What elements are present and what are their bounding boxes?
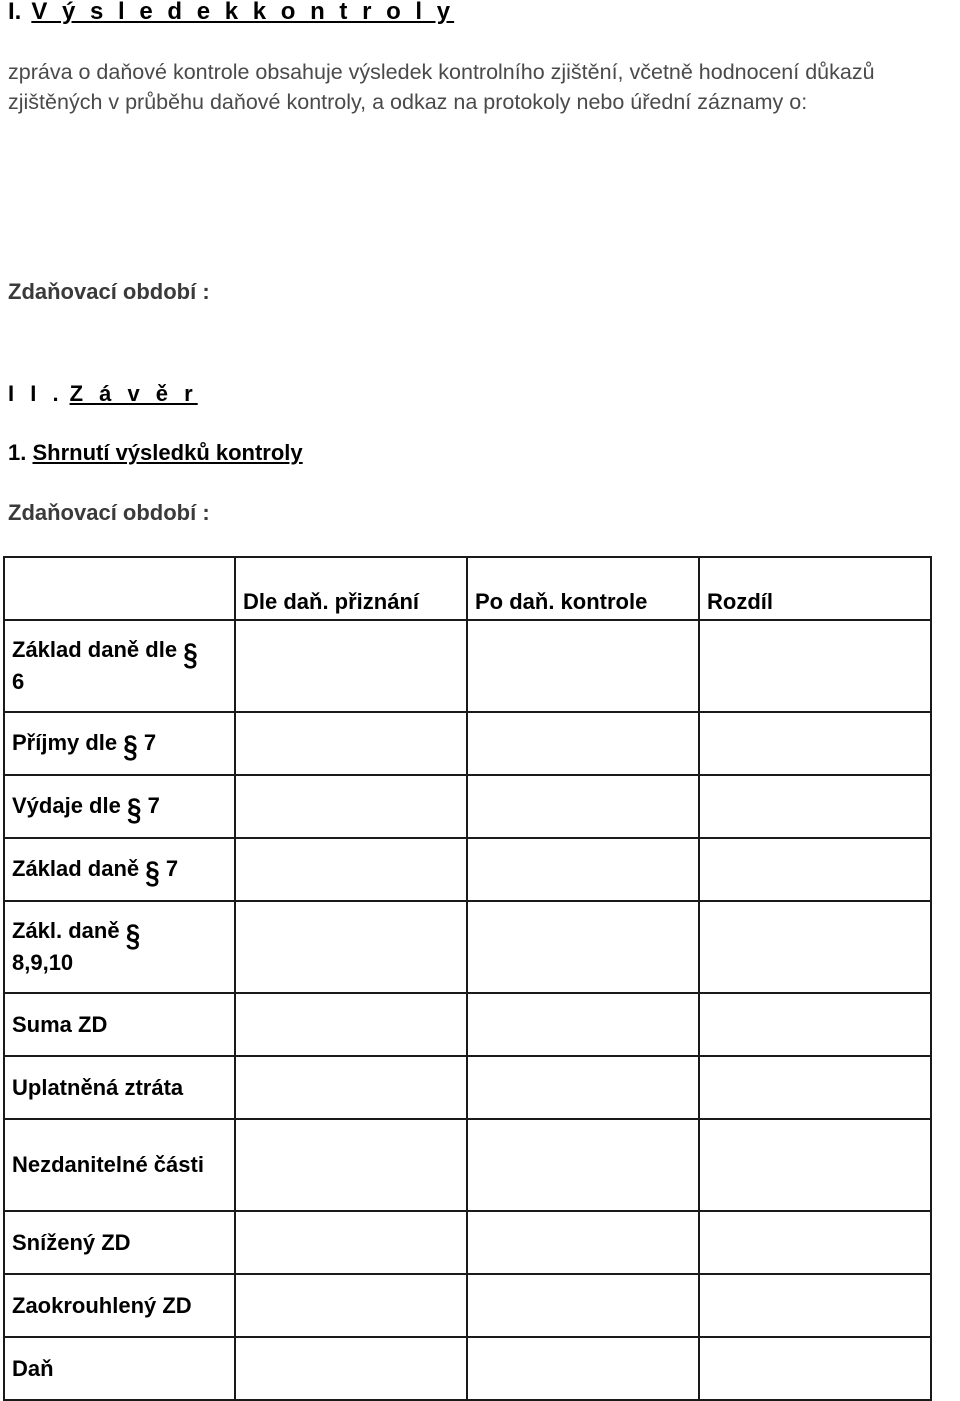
table-cell[interactable]: [467, 1211, 699, 1274]
table-cell[interactable]: [699, 775, 931, 838]
tax-period-label: Zdaňovací období :: [8, 279, 210, 304]
section-heading-result: [8, 0, 454, 27]
table-cell[interactable]: [467, 620, 699, 712]
table-cell[interactable]: [235, 1274, 467, 1337]
table-row: [4, 1274, 931, 1337]
table-row: [4, 712, 931, 775]
table-cell[interactable]: [235, 1119, 467, 1211]
table-cell[interactable]: [235, 712, 467, 775]
column-header: Rozdíl: [699, 557, 931, 620]
section-sign: §: [125, 916, 141, 953]
table-cell[interactable]: [467, 1119, 699, 1211]
section-heading-conclusion: [8, 380, 198, 408]
section-sign: §: [123, 728, 138, 765]
subsection-title: Shrnutí výsledků kontroly: [32, 440, 303, 465]
table-cell[interactable]: [235, 901, 467, 993]
table-cell[interactable]: [235, 620, 467, 712]
table-cell[interactable]: [235, 993, 467, 1056]
table-cell[interactable]: [699, 901, 931, 993]
table-header-row: [4, 557, 931, 620]
table-cell[interactable]: [467, 712, 699, 775]
table-cell[interactable]: [467, 1337, 699, 1400]
table-cell[interactable]: [699, 1211, 931, 1274]
row-label: Příjmy dle § 7: [4, 712, 235, 775]
section-title: Z á v ě r: [69, 381, 198, 406]
table-row: [4, 838, 931, 901]
row-label: Nezdanitelné části: [4, 1119, 235, 1211]
table-cell[interactable]: [467, 901, 699, 993]
table-cell[interactable]: [467, 1274, 699, 1337]
table-cell[interactable]: [699, 1056, 931, 1119]
intro-paragraph: zpráva o daňové kontrole obsahuje výsledek kontrolního zjištění, včetně hodnocení důkazů zjištěných v průběhu daňové kontroly, a odkaz na protokoly nebo úřední záznamy o:: [8, 60, 875, 114]
tax-period-label: Zdaňovací období :: [8, 500, 210, 525]
table-row: [4, 1119, 931, 1211]
table-row: [4, 993, 931, 1056]
table-cell[interactable]: [467, 838, 699, 901]
row-label: Suma ZD: [4, 993, 235, 1056]
table-cell[interactable]: [235, 838, 467, 901]
table-cell[interactable]: [699, 993, 931, 1056]
row-label: Výdaje dle § 7: [4, 775, 235, 838]
summary-table: [3, 556, 932, 1401]
row-label: Základ daně § 7: [4, 838, 235, 901]
table-row: [4, 1337, 931, 1400]
table-cell[interactable]: [467, 1056, 699, 1119]
table-cell[interactable]: [699, 838, 931, 901]
table-cell[interactable]: [699, 712, 931, 775]
section-sign: §: [145, 854, 160, 891]
table-cell[interactable]: [235, 775, 467, 838]
section-sign: §: [126, 791, 142, 828]
section-sign: §: [183, 635, 198, 672]
section-title: V ý s l e d e k k o n t r o l y: [31, 0, 455, 25]
subsection-number: 1.: [8, 440, 27, 465]
table-corner-cell: [4, 557, 235, 620]
column-header: Po daň. kontrole: [467, 557, 699, 620]
table-cell[interactable]: [699, 1337, 931, 1400]
table-cell[interactable]: [235, 1056, 467, 1119]
section-number: I I .: [8, 381, 64, 406]
row-label: Daň: [4, 1337, 235, 1400]
table-cell[interactable]: [699, 620, 931, 712]
row-label: Uplatněná ztráta: [4, 1056, 235, 1119]
table-row: [4, 901, 931, 993]
table-cell[interactable]: [699, 1274, 931, 1337]
row-label: Zaokrouhlený ZD: [4, 1274, 235, 1337]
column-header: Dle daň. přiznání: [235, 557, 467, 620]
table-row: [4, 620, 931, 712]
subsection-heading: [8, 439, 303, 467]
table-row: [4, 1211, 931, 1274]
table-cell[interactable]: [467, 775, 699, 838]
row-label: Základ daně dle § 6: [4, 620, 235, 712]
table-row: [4, 1056, 931, 1119]
table-cell[interactable]: [235, 1211, 467, 1274]
row-label: Snížený ZD: [4, 1211, 235, 1274]
section-number: I.: [8, 0, 22, 25]
table-cell[interactable]: [235, 1337, 467, 1400]
row-label: Zákl. daně § 8,9,10: [4, 901, 235, 993]
table-cell[interactable]: [467, 993, 699, 1056]
table-row: [4, 775, 931, 838]
table-cell[interactable]: [699, 1119, 931, 1211]
